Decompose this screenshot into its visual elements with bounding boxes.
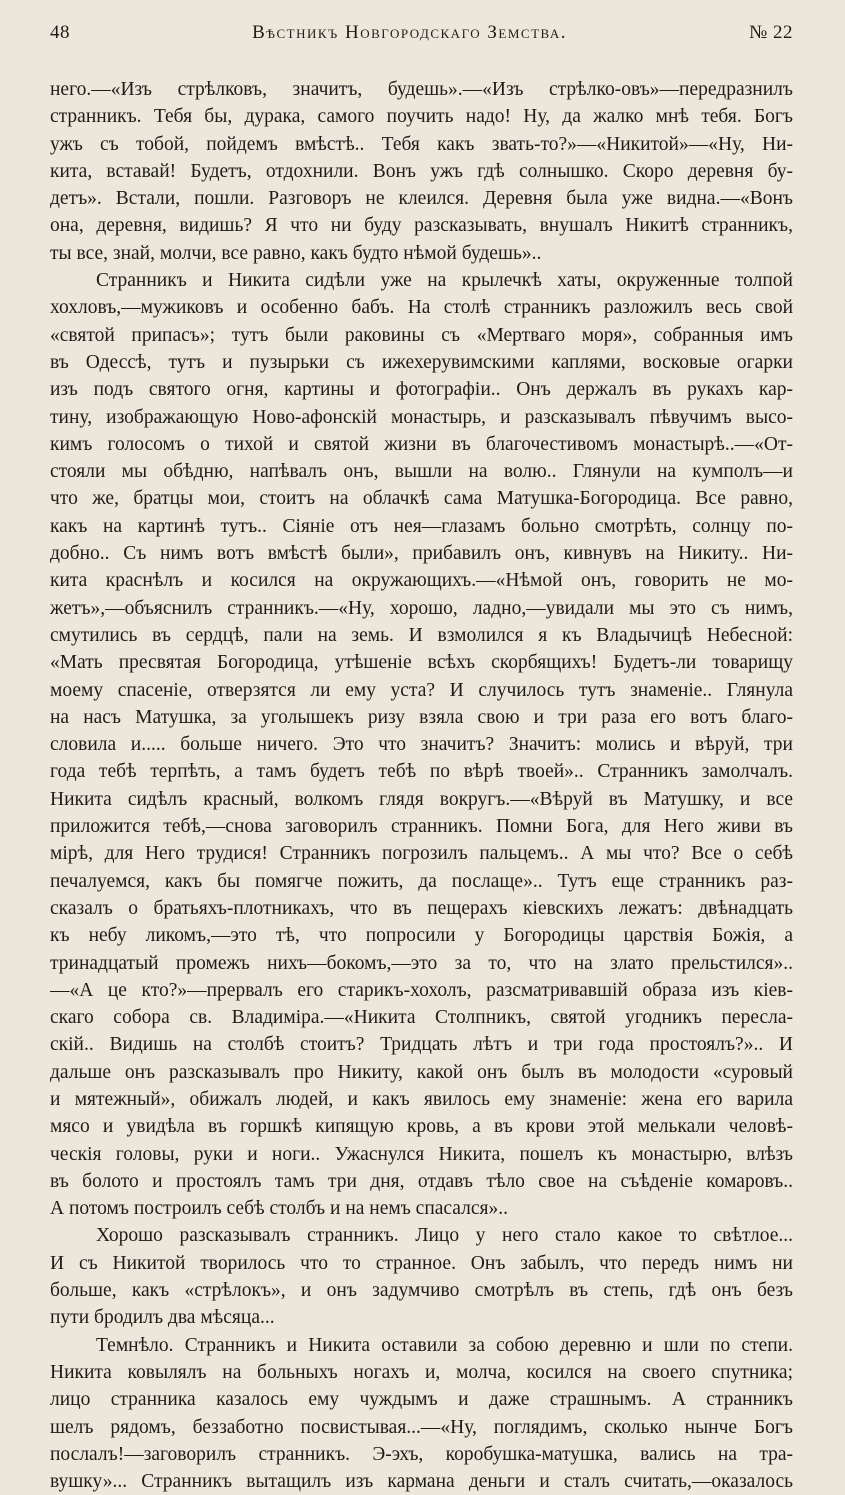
text-line: —«А це кто?»—прервалъ его старикъ-хохолъ, разсматривавшій образа изъ кіев-: [50, 979, 793, 1001]
text-line: ты все, знай, молчи, все равно, какъ будто нѣмой будешь»..: [50, 242, 542, 264]
text-line: скій.. Видишь на столбѣ стоитъ? Тридцать лѣтъ и три года простоялъ?».. И: [50, 1034, 793, 1056]
text-line: мірѣ, для Него трудися! Странникъ погрозилъ пальцемъ.. А мы что? Все о себѣ: [50, 843, 793, 865]
text-line: кимъ голосомъ о тихой и святой жизни въ благочестивомъ монастырѣ..—«От-: [50, 433, 793, 455]
text-line: Никита сидѣлъ красный, волкомъ глядя вокругъ.—«Вѣруй въ Матушку, и все: [50, 788, 793, 810]
text-line: лицо странника казалось ему чуждымъ и даже страшнымъ. А странникъ: [50, 1389, 793, 1411]
text-line: смутились въ сердцѣ, пали на земь. И взмолился я къ Владычицѣ Небесной:: [50, 624, 793, 646]
text-line: и мятежный», обижалъ людей, и какъ явилось ему знаменіе: жена его варила: [50, 1088, 793, 1110]
text-line: А потомъ построилъ себѣ столбъ и на немъ спасался»..: [50, 1198, 508, 1220]
text-line: кита краснѣлъ и косился на окружающихъ.—«Нѣмой онъ, говорить не мо-: [50, 570, 793, 592]
text-line: какъ на картинѣ тутъ.. Сіяніе отъ нея—глазамъ больно смотрѣть, солнцу по-: [50, 515, 793, 537]
issue-number: № 22: [749, 22, 793, 43]
text-line: шелъ рядомъ, беззаботно посвистывая...—«Ну, поглядимъ, сколько нынче Богъ: [50, 1416, 793, 1438]
text-line: что же, братцы мои, стоитъ на облачкѣ сама Матушка-Богородица. Все равно,: [50, 488, 793, 510]
text-line: пути бродилъ два мѣсяца...: [50, 1307, 275, 1329]
text-line: детъ». Встали, пошли. Разговоръ не клеился. Деревня была уже видна.—«Вонъ: [50, 188, 793, 210]
text-line: тринадцатый промежъ нихъ—бокомъ,—это за то, что на злато прельстился»..: [50, 952, 793, 974]
text-line: изъ подъ святого огня, картины и фотографіи.. Онъ держалъ въ рукахъ кар-: [50, 379, 793, 401]
text-line: ческія головы, руки и ноги.. Ужаснулся Никита, пошелъ къ монастырю, влѣзъ: [50, 1143, 793, 1165]
text-line: печалуемся, какъ бы помягче пожить, да послаще».. Тутъ еще странникъ раз-: [50, 870, 793, 892]
text-line: жетъ»,—объяснилъ странникъ.—«Ну, хорошо, ладно,—увидали мы это съ нимъ,: [50, 597, 793, 619]
text-line: мясо и увидѣла въ горшкѣ кипящую кровь, а въ крови этой мелькали человѣ-: [50, 1116, 793, 1138]
article-body: [50, 76, 793, 1495]
text-line: сказалъ о братьяхъ-плотникахъ, что въ пещерахъ кіевскихъ лежатъ: двѣнадцать: [50, 897, 793, 919]
text-line: хохловъ,—мужиковъ и особенно бабъ. На столѣ странникъ разложилъ весь свой: [50, 297, 793, 319]
text-line: въ болото и простоялъ тамъ три дня, отдавъ тѣло свое на съѣденіе комаровъ..: [50, 1170, 793, 1192]
text-line: больше, какъ «стрѣлокъ», и онъ задумчиво смотрѣлъ въ степь, гдѣ онъ безъ: [50, 1280, 793, 1302]
text-line: дальше онъ разсказывалъ про Никиту, какой онъ былъ въ молодости «суровый: [50, 1061, 793, 1083]
text-line: на насъ Матушка, за уголышекъ ризу взяла свою и три раза его вотъ благо-: [50, 706, 793, 728]
text-line: него.—«Изъ стрѣлковъ, значитъ, будешь».—«Изъ стрѣлко-овъ»—передразнилъ: [50, 79, 793, 100]
text-line: словила и..... больше ничего. Это что значитъ? Значитъ: молись и вѣруй, три: [50, 734, 793, 756]
text-line: добно.. Съ нимъ вотъ вмѣстѣ были», прибавилъ онъ, кивнувъ на Никиту.. Ни-: [50, 543, 793, 565]
text-line: «святой припасъ»; тутъ были раковины съ «Мертваго моря», собранныя имъ: [50, 324, 793, 346]
text-line: Хорошо разсказывалъ странникъ. Лицо у него стало какое то свѣтлое...: [96, 1225, 793, 1247]
text-line: къ небу ликомъ,—это тѣ, что попросили у Богородицы царствія Божія, а: [50, 925, 793, 947]
text-line: Странникъ и Никита сидѣли уже на крылечкѣ хаты, окруженные толпой: [96, 270, 793, 292]
text-line: скаго собора св. Владиміра.—«Никита Столпникъ, святой угодникъ пересла-: [50, 1007, 793, 1029]
text-line: въ Одессѣ, тутъ и пузырьки съ ижехерувимскими каплями, восковые огарки: [50, 351, 793, 373]
text-line: ужъ съ тобой, пойдемъ вмѣстѣ.. Тебя какъ звать-то?»—«Никитой»—«Ну, Ни-: [50, 133, 793, 155]
text-line: И съ Никитой творилось что то странное. Онъ забылъ, что передъ нимъ ни: [50, 1252, 793, 1274]
text-line: Никита ковылялъ на больныхъ ногахъ и, молча, косился на своего спутника;: [50, 1361, 793, 1383]
text-line: тину, изображающую Ново-афонскій монастырь, и разсказывалъ пѣвучимъ высо-: [50, 406, 793, 428]
journal-title: Вѣстникъ Новгородскаго Земства.: [252, 22, 568, 43]
text-line: года тебѣ терпѣть, а тамъ будетъ тебѣ по вѣрѣ твоей».. Странникъ замолчалъ.: [50, 761, 793, 783]
text-line: кита, вставай! Будетъ, отдохнили. Вонъ ужъ гдѣ солнышко. Скоро деревня бу-: [50, 160, 793, 182]
text-line: она, деревня, видишь? Я что ни буду разсказывать, внушалъ Никитѣ странникъ,: [50, 215, 793, 237]
text-line: приложится тебѣ,—снова заговорилъ странникъ. Помни Бога, для Него живи въ: [50, 816, 793, 838]
page-header: [50, 22, 793, 52]
text-line: «Мать пресвятая Богородица, утѣшеніе всѣхъ скорбящихъ! Будетъ-ли товарищу: [50, 652, 793, 674]
text-line: стояли мы обѣдню, напѣвалъ онъ, вышли на волю.. Глянули на кумполъ—и: [50, 461, 793, 483]
text-line: моему спасеніе, отверзятся ли ему уста? И случилось тутъ знаменіе.. Глянула: [50, 679, 793, 701]
text-line: Темнѣло. Странникъ и Никита оставили за собою деревню и шли по степи.: [96, 1334, 793, 1356]
page-number: 48: [50, 22, 70, 43]
text-line: странникъ. Тебя бы, дурака, самого поучить надо! Ну, да жалко мнѣ тебя. Богъ: [50, 106, 793, 128]
text-line: вушку»... Странникъ вытащилъ изъ кармана деньги и сталъ считать,—оказалось: [50, 1471, 793, 1493]
text-line: послалъ!—заговорилъ странникъ. Э-эхъ, коробушка-матушка, вались на тра-: [50, 1443, 793, 1465]
